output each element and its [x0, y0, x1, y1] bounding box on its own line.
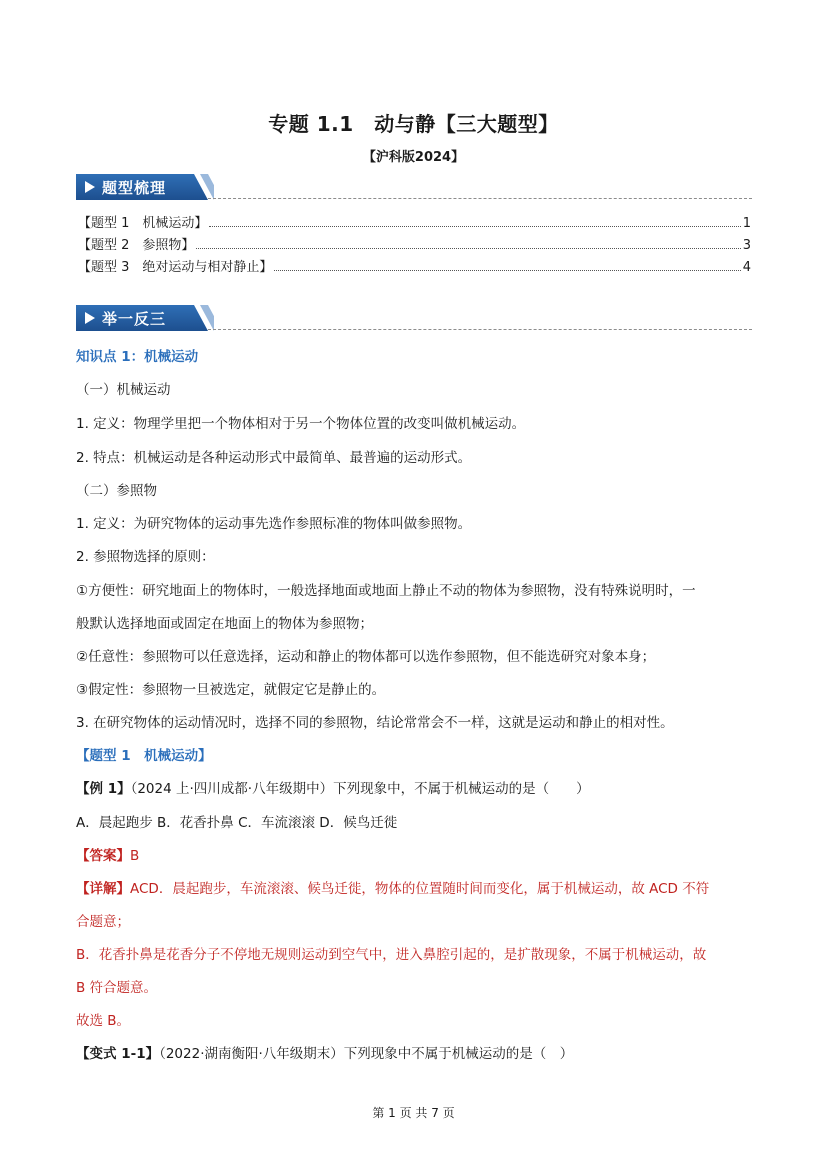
toc-entry-2[interactable]	[78, 234, 751, 252]
paragraph: 2. 参照物选择的原则：	[76, 549, 215, 565]
section-banner-examples	[76, 305, 752, 331]
paragraph: 1. 定义：为研究物体的运动事先选作参照标准的物体叫做参照物。	[76, 516, 472, 532]
example-options: A．晨起跑步 B．花香扑鼻 C．车流滚滚 D．候鸟迁徙	[76, 815, 398, 831]
question-type-heading: 【题型 1 机械运动】	[76, 748, 212, 764]
detail-line: 故选 B。	[76, 1013, 131, 1029]
toc-page: 4	[742, 260, 751, 275]
paragraph: 1. 定义：物理学里把一个物体相对于另一个物体位置的改变叫做机械运动。	[76, 416, 526, 432]
toc-label: 【题型 2 参照物】	[78, 238, 195, 253]
paragraph: 3. 在研究物体的运动情况时，选择不同的参照物，结论常常会不一样，这就是运动和静止的相对性。	[76, 715, 674, 731]
paragraph: 般默认选择地面或固定在地面上的物体为参照物；	[76, 616, 373, 632]
subsection-heading: （一）机械运动	[76, 382, 171, 398]
banner-rule	[208, 198, 752, 199]
subsection-heading: （二）参照物	[76, 483, 157, 499]
example-question	[76, 780, 590, 798]
toc-leader	[196, 237, 740, 249]
play-triangle-icon	[85, 312, 95, 324]
toc-entry-1[interactable]	[78, 212, 751, 230]
banner-rule	[208, 329, 752, 330]
paragraph: 2. 特点：机械运动是各种运动形式中最简单、最普遍的运动形式。	[76, 450, 472, 466]
banner-label: 题型梳理	[102, 179, 167, 197]
example-text: （2024 上·四川成都·八年级期中）下列现象中，不属于机械运动的是（ ）	[130, 781, 590, 797]
page-footer: 第 1 页 共 7 页	[372, 1106, 455, 1120]
variant-tag: 【变式 1-1】	[76, 1046, 160, 1062]
play-triangle-icon	[85, 181, 95, 193]
toc-leader	[274, 259, 740, 271]
section-banner-toc	[76, 174, 752, 200]
toc-page: 3	[742, 238, 751, 253]
detail-line	[76, 880, 709, 898]
detail-text: ACD．晨起跑步，车流滚滚、候鸟迁徙，物体的位置随时间而变化，属于机械运动，故 ACD 不符	[130, 881, 710, 897]
detail-line: 合题意；	[76, 914, 130, 930]
paragraph: ②任意性：参照物可以任意选择，运动和静止的物体都可以选作参照物，但不能选研究对象本身；	[76, 649, 656, 665]
paragraph: ①方便性：研究地面上的物体时，一般选择地面或地面上静止不动的物体为参照物，没有特殊说明时，一	[76, 583, 696, 599]
toc-label: 【题型 1 机械运动】	[78, 216, 208, 231]
answer-tag: 【答案】	[76, 848, 130, 864]
detail-line: B 符合题意。	[76, 980, 158, 996]
answer-line	[76, 847, 139, 865]
toc-page: 1	[742, 216, 751, 231]
example-tag: 【例 1】	[76, 781, 131, 797]
answer-value: B	[130, 848, 140, 864]
variant-question	[76, 1045, 573, 1063]
toc-label: 【题型 3 绝对运动与相对静止】	[78, 260, 273, 275]
paragraph: ③假定性：参照物一旦被选定，就假定它是静止的。	[76, 682, 386, 698]
banner-label: 举一反三	[102, 310, 167, 328]
document-title: 专题 1.1 动与静【三大题型】	[268, 112, 559, 136]
detail-tag: 【详解】	[76, 881, 130, 897]
variant-text: （2022·湖南衡阳·八年级期末）下列现象中不属于机械运动的是（ ）	[159, 1046, 574, 1062]
knowledge-point-heading: 知识点 1：机械运动	[76, 349, 199, 365]
document-edition: 【沪科版2024】	[362, 150, 465, 165]
toc-leader	[209, 215, 740, 227]
toc-entry-3[interactable]	[78, 256, 751, 274]
detail-line: B．花香扑鼻是花香分子不停地无规则运动到空气中，进入鼻腔引起的，是扩散现象，不属于机械运动，故	[76, 947, 707, 963]
